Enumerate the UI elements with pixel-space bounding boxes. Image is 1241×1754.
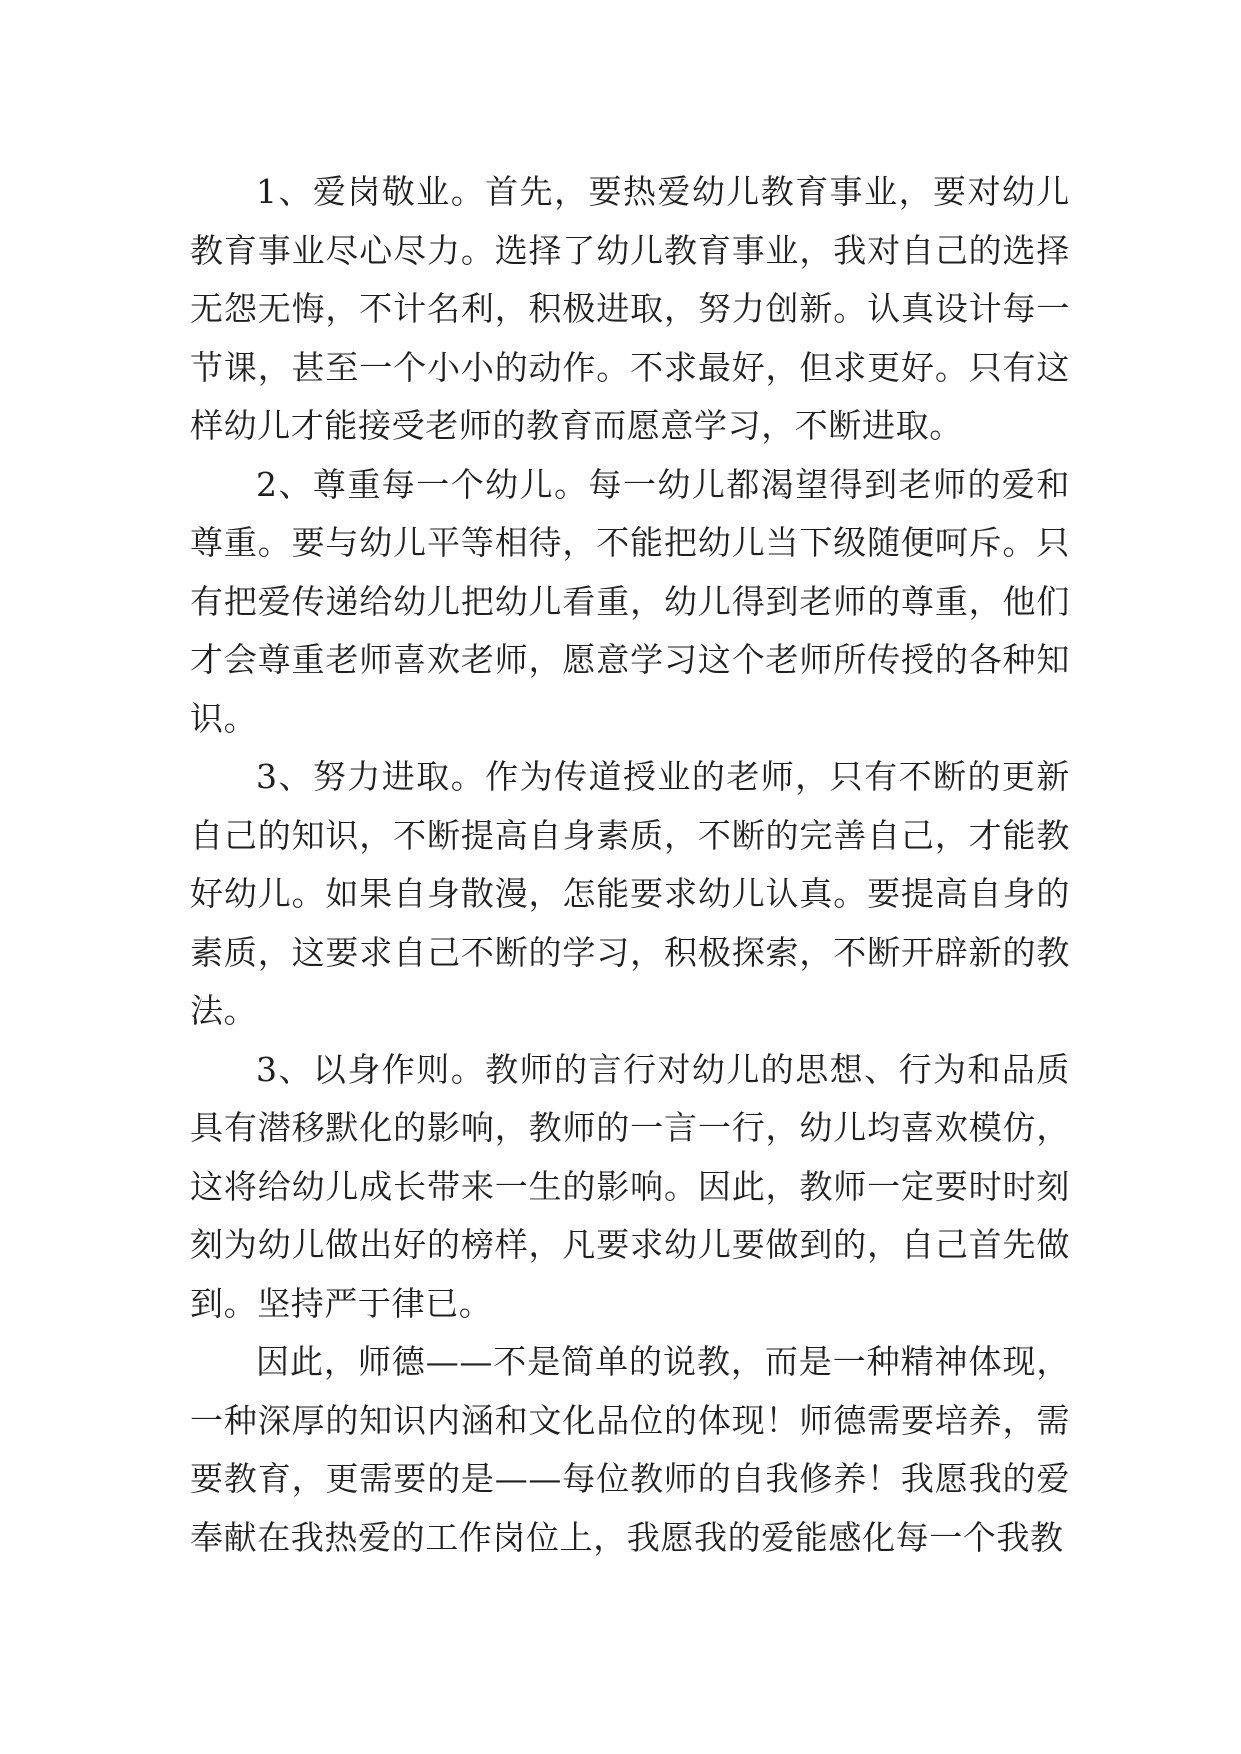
paragraph-respect-children: 2、尊重每一个幼儿。每一幼儿都渴望得到老师的爱和尊重。要与幼儿平等相待，不能把幼儿当下级随便呵斥。只有把爱传递给幼儿把幼儿看重，幼儿得到老师的尊重，他们才会尊重老师喜欢老师，愿意学习这个老师所传授的各种知识。: [190, 464, 1070, 738]
paragraph-conclusion: 因此，师德——不是简单的说教，而是一种精神体现，一种深厚的知识内涵和文化品位的体现！师德需要培养，需要教育，更需要的是——每位教师的自我修养！我愿我的爱奉献在我热爱的工作岗位上，我愿我的爱能感化每一个我教: [190, 1342, 1070, 1557]
paragraph-love-of-job: 1、爱岗敬业。首先，要热爱幼儿教育事业，要对幼儿教育事业尽心尽力。选择了幼儿教育事业，我对自己的选择无怨无悔，不计名利，积极进取，努力创新。认真设计每一节课，甚至一个小小的动作。不求最好，但求更好。只有这样幼儿才能接受老师的教育而愿意学习，不断进取。: [190, 172, 1070, 445]
paragraph-strive-forward: 3、努力进取。作为传道授业的老师，只有不断的更新自己的知识，不断提高自身素质，不断的完善自己，才能教好幼儿。如果自身散漫，怎能要求幼儿认真。要提高自身的素质，这要求自己不断的学习，积极探索，不断开辟新的教法。: [190, 757, 1070, 1030]
document-body: [190, 163, 1070, 1567]
paragraph-lead-by-example: 3、以身作则。教师的言行对幼儿的思想、行为和品质具有潜移默化的影响，教师的一言一行，幼儿均喜欢模仿，这将给幼儿成长带来一生的影响。因此，教师一定要时时刻刻为幼儿做出好的榜样，凡要求幼儿要做到的，自己首先做到。坚持严于律已。: [190, 1049, 1070, 1323]
